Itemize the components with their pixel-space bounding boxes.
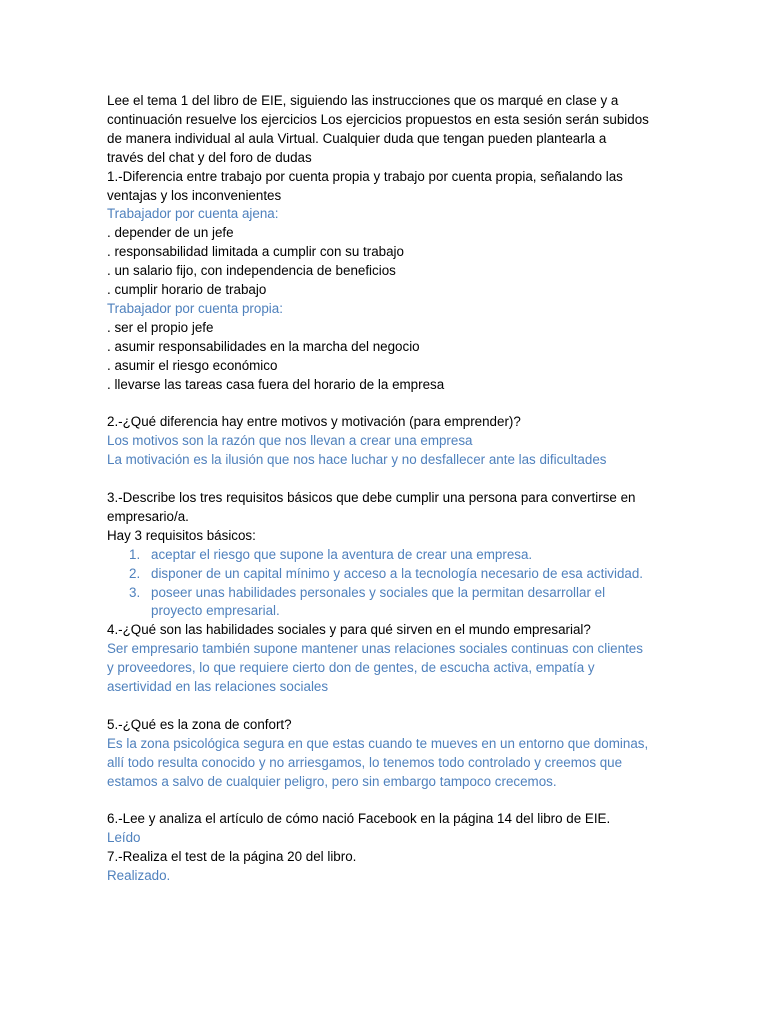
intro-line: través del chat y del foro de dudas [107,149,312,165]
answer-5-line: allí todo resulta conocido y no arriesgamos, lo tenemos todo controlado y creemos que [107,754,623,770]
ajena-item: . un salario fijo, con independencia de beneficios [107,263,396,279]
question-2-text: 2.-¿Qué diferencia hay entre motivos y motivación (para emprender)? [107,414,521,430]
list-item-text: poseer unas habilidades personales y sociales que la permitan desarrollar el [151,584,606,600]
list-item [107,565,667,584]
ajena-heading: Trabajador por cuenta ajena: [107,206,279,222]
answer-4-line: y proveedores, lo que requiere cierto don de gentes, de escucha activa, empatía y [107,660,595,676]
question-1 [107,168,667,206]
blank-line [107,697,667,716]
propia-item: . asumir el riesgo económico [107,357,278,373]
question-1-text: 1.-Diferencia entre trabajo por cuenta propia y trabajo por cuenta propia, señalando las [107,168,623,184]
list-number: 3. [129,584,141,600]
requirements-list [107,546,667,622]
answer-4-line: asertividad en las relaciones sociales [107,679,329,695]
propia-item: . llevarse las tareas casa fuera del horario de la empresa [107,376,445,392]
question-5-text: 5.-¿Qué es la zona de confort? [107,716,292,732]
list-number: 1. [129,546,141,562]
list-item [107,546,667,565]
propia-item: . asumir responsabilidades en la marcha del negocio [107,338,420,354]
answer-6-line: Leído [107,830,141,846]
requirements-lead: Hay 3 requisitos básicos: [107,527,256,543]
list-number: 2. [129,565,141,581]
ajena-item: . responsabilidad limitada a cumplir con su trabajo [107,244,404,260]
answer-1-ajena [107,205,667,300]
answer-2-line: Los motivos son la razón que nos llevan a crear una empresa [107,433,473,449]
blank-line [107,791,667,810]
intro-line: Lee el tema 1 del libro de EIE, siguiendo las instrucciones que os marqué en clase y a [107,93,619,108]
intro-paragraph [107,92,667,168]
list-item [107,584,667,622]
answer-7-line: Realizado. [107,868,171,884]
question-4 [107,621,667,697]
ajena-item: . cumplir horario de trabajo [107,282,267,298]
intro-line: de manera individual al aula Virtual. Cualquier duda que tengan pueden plantearla a [107,130,607,146]
answer-5-line: Es la zona psicológica segura en que estas cuando te mueves en un entorno que dominas, [107,735,649,751]
list-item-text: proyecto empresarial. [151,603,280,619]
question-4-text: 4.-¿Qué son las habilidades sociales y para qué sirven en el mundo empresarial? [107,622,591,638]
intro-line: continuación resuelve los ejercicios Los ejercicios propuestos en esta sesión serán subidos [107,111,649,127]
propia-heading: Trabajador por cuenta propia: [107,300,283,316]
propia-item: . ser el propio jefe [107,319,214,335]
answer-4-line: Ser empresario también supone mantener unas relaciones sociales continuas con clientes [107,641,643,657]
question-7-text: 7.-Realiza el test de la página 20 del libro. [107,849,357,865]
ajena-item: . depender de un jefe [107,225,234,241]
document-page [107,92,667,886]
question-7 [107,848,667,886]
question-3-text: 3.-Describe los tres requisitos básicos que debe cumplir una persona para convertirse en [107,490,636,505]
answer-5-line: estamos a salvo de cualquier peligro, pero sin embargo tampoco crecemos. [107,773,557,789]
answer-2-line: La motivación es la ilusión que nos hace luchar y no desfallecer ante las dificultades [107,452,607,468]
list-item-text: disponer de un capital mínimo y acceso a la tecnología necesario de esa actividad. [151,565,644,581]
blank-line [107,470,667,489]
question-3 [107,489,667,546]
question-2 [107,413,667,470]
blank-line [107,395,667,414]
question-6 [107,810,667,848]
question-6-text: 6.-Lee y analiza el artículo de cómo nació Facebook en la página 14 del libro de EIE. [107,811,611,827]
answer-1-propia [107,300,667,395]
list-item-text: aceptar el riesgo que supone la aventura de crear una empresa. [151,546,533,562]
question-3-text: empresario/a. [107,508,189,524]
question-1-text: ventajas y los inconvenientes [107,187,282,203]
question-5 [107,716,667,792]
